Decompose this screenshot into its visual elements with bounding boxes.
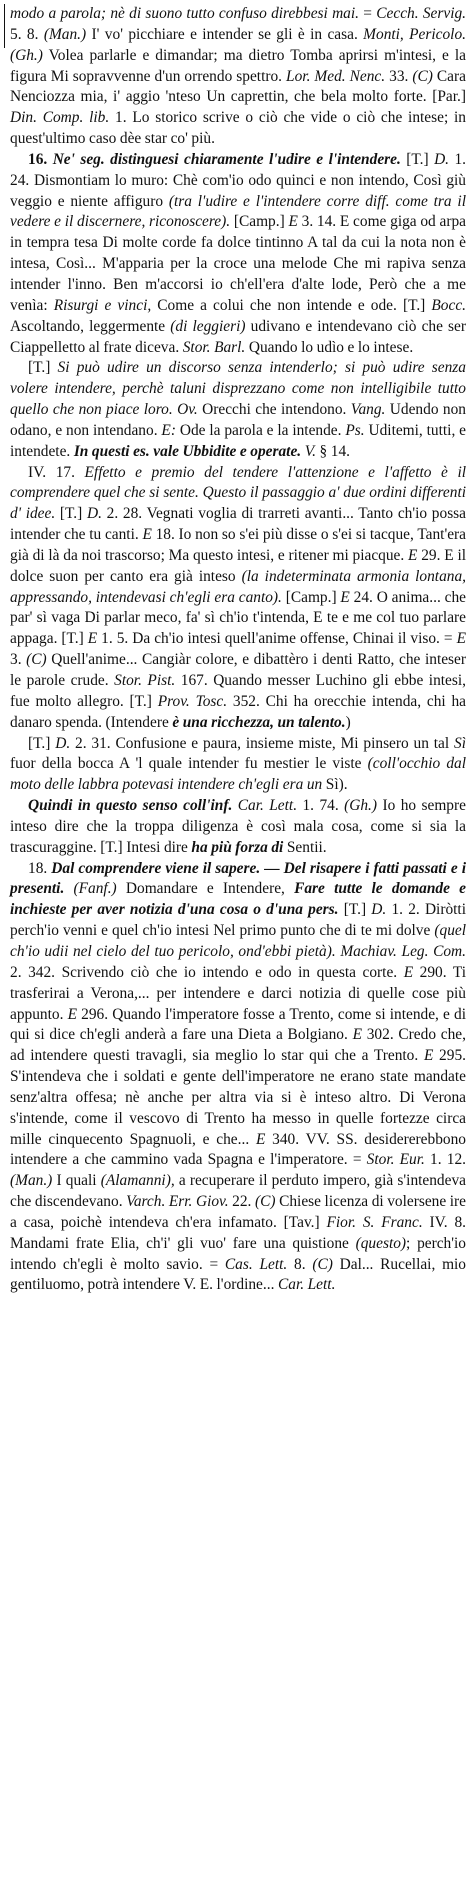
text-segment: Dal comprendere viene il sapere. — Del risapere i fatti passati e i presenti.: [10, 859, 466, 898]
text-segment: E: [142, 526, 152, 544]
text-segment: Sì: [454, 734, 466, 752]
text-segment: [T.]: [400, 150, 435, 168]
text-segment: Stor. Barl.: [182, 338, 246, 356]
text-segment: Din. Comp. lib.: [10, 109, 110, 127]
text-segment: 340. VV. SS. desidererebbono intendere a che cammino vada Spagna e l'imperatore. =: [10, 1130, 466, 1169]
entry-body: [10, 4, 466, 1296]
text-segment: 167. Quando messer Luchino gli ebbe intesi, fue molto allegro. [T.]: [10, 672, 466, 710]
text-segment: D.: [434, 150, 450, 168]
text-segment: 302. Credo che, ad intendere questi travagli, sia meglio lo star qui che a Trento.: [10, 1026, 466, 1065]
text-segment: 18. Io non so s'ei più disse o s'ei si tacque, Tant'era già di là da noi trascorso; Ma questo intesi, e ritener mi piacque.: [10, 526, 467, 564]
text-segment: 24. O anima... che par' sì vaga Di parlar meco, fa' sì ch'io t'intenda, E te e me col tuo parlare appaga. [T.]: [10, 588, 466, 648]
text-segment: E:: [161, 421, 176, 439]
text-segment: [Camp.]: [230, 213, 289, 231]
text-segment: 29. E il dolce suon per canto era già inteso: [10, 546, 467, 585]
text-segment: E: [288, 213, 298, 231]
text-segment: Effetto e premio del tendere l'attenzione e l'affetto è il comprendere quel che si sente. Questo il passaggio a' due ordini differenti d' idee.: [10, 463, 466, 523]
text-segment: 3.: [10, 651, 27, 669]
entry-paragraph-p2: [10, 150, 466, 358]
text-segment: Io ho sempre inteso dire che la troppa diligenza è così mala cosa, come si sia la trascuraggine. [T.] Intesi dire: [10, 797, 466, 856]
text-segment: Orecchi che intendono.: [197, 401, 351, 419]
text-segment: Car. Lett.: [277, 1276, 336, 1294]
text-segment: § 14.: [315, 442, 350, 460]
text-segment: 2. 28. Vegnati voglia di trarreti avanti... Tanto ch'io possa intender che tu canti.: [10, 505, 466, 544]
text-segment: E: [87, 630, 98, 648]
text-segment: modo a parola; nè di suono tutto confuso direbbesi mai.: [10, 5, 360, 22]
text-segment: 296. Quando l'imperatore fosse a Trento, come si intende, e di qui si dice ch'egli anderà a fare una Dieta a Bolgiano.: [10, 1005, 466, 1044]
text-segment: Cas. Lett.: [224, 1255, 288, 1273]
text-segment: E: [408, 546, 418, 564]
text-segment: Quando lo udìo e lo intese.: [245, 338, 414, 356]
text-segment: 290. Ti trasferirai a Verona,... per intendere e darci notizia di quelle cose più appunto.: [10, 963, 467, 1023]
entry-paragraph-p7: [10, 859, 466, 1297]
text-segment: Stor. Eur.: [366, 1151, 425, 1169]
text-segment: Ov.: [177, 401, 198, 419]
text-segment: Volea parlarle e dimandar; ma dietro Tomba aprirsi m'intesi, e la figura Mi sopravvenne d'un orrendo spettro.: [10, 46, 466, 85]
text-segment: (C): [254, 1193, 276, 1211]
text-segment: Ps.: [345, 421, 365, 439]
text-segment: (C): [26, 651, 47, 669]
text-segment: (quel ch'io udii nel cielo del tuo pericolo, ond'ebbi pietà).: [10, 922, 466, 960]
text-segment: (coll'occhio dal moto delle labbra potevasi intendere ch'egli era un: [10, 755, 466, 794]
text-segment: E: [255, 1130, 266, 1148]
text-segment: (Alamanni),: [100, 1172, 175, 1190]
text-segment: IV. 17.: [28, 463, 85, 481]
text-segment: Fare tutte le domande e inchieste per aver notizia d'una cosa o d'una pers.: [10, 880, 466, 919]
entry-paragraph-p4: [10, 463, 466, 734]
text-segment: 22.: [228, 1193, 255, 1211]
text-segment: 3. 14. E come giga od arpa in tempra tesa Di molte corde fa dolce tintinno A tal da cui la nota non è intesa, Così... M'apparia per la croce una melode Che mi rapiva senza intender l'inno. Ben m'accorsi io ch'ell'era d'alte lode, Però che a me venìa:: [10, 213, 466, 314]
text-segment: =: [359, 5, 377, 22]
text-segment: V.: [304, 442, 316, 460]
text-segment: 2. 342. Scrivendo ciò che io intendo e odo in questa corte.: [10, 963, 404, 981]
text-segment: Quindi in questo senso coll'inf.: [28, 797, 233, 815]
text-segment: (la indeterminata armonia lontana, appressando, intendevasi ch'egli era canto).: [10, 567, 467, 606]
text-segment: ): [345, 713, 351, 731]
text-segment: Fior. S. Franc.: [326, 1213, 423, 1231]
entry-paragraph-p3: [10, 358, 466, 462]
text-segment: Dal... Rucellai, mio gentiluomo, potrà intendere V. E. l'ordine...: [10, 1255, 467, 1294]
text-segment: 8.: [287, 1255, 313, 1273]
text-segment: Ne' seg. distinguesi chiaramente l'udire e l'intendere.: [52, 150, 401, 168]
text-segment: 33.: [385, 67, 413, 85]
text-segment: Chiese licenza di volersene ire a casa, poichè intendeva ch'era infamato. [Tav.]: [10, 1193, 467, 1231]
text-segment: Risurgi e vinci,: [53, 296, 152, 314]
text-segment: Lor. Med. Nenc.: [286, 67, 386, 85]
text-segment: D.: [371, 901, 387, 919]
text-segment: 1. Lo storico scrive o ciò che vide o ciò che intese; in quest'ultimo caso dèe star co' più.: [10, 109, 466, 148]
text-segment: [T.]: [28, 734, 56, 752]
text-segment: IV. 8. Mandami frate Elia, ch'i' gli vuo' fare una quistione: [10, 1213, 466, 1252]
text-segment: Stor. Pist.: [114, 672, 176, 689]
text-segment: fuor della bocca A 'l quale intender fu mestier le viste: [10, 755, 368, 773]
text-segment: 5. 8.: [10, 25, 44, 43]
text-segment: [64, 880, 73, 897]
text-segment: E: [456, 630, 466, 648]
text-segment: Bocc.: [431, 296, 466, 314]
entry-paragraph-p5: [10, 734, 466, 797]
text-segment: D.: [55, 734, 71, 752]
text-segment: a recuperare il perduto impero, già s'intendeva che discendevano.: [10, 1172, 466, 1211]
text-segment: I' vo' picchiare e intender se gli è in casa.: [86, 25, 364, 43]
text-segment: [T.]: [338, 901, 372, 919]
text-segment: E: [352, 1026, 362, 1044]
text-segment: 1. 12.: [424, 1151, 466, 1169]
text-segment: Udendo non odano, e non intendano.: [10, 401, 466, 439]
text-segment: [T.]: [28, 359, 58, 377]
text-segment: (Man.): [43, 25, 87, 43]
text-segment: Sentii.: [283, 838, 327, 856]
text-segment: Machiav. Leg. Com.: [340, 942, 466, 960]
entry-paragraph-p6: [10, 796, 466, 859]
text-segment: è una ricchezza, un talento.: [172, 713, 346, 731]
text-segment: D.: [86, 505, 102, 523]
text-segment: In questi es. vale Ubbidite e operate.: [73, 442, 302, 460]
text-segment: Car. Lett.: [237, 797, 298, 815]
text-segment: E: [403, 963, 414, 981]
text-segment: (questo): [355, 1234, 407, 1252]
text-segment: 1. 74.: [297, 797, 345, 815]
text-segment: E: [340, 588, 350, 606]
text-segment: Ascoltando, leggermente: [10, 317, 171, 335]
text-segment: Sì).: [322, 776, 348, 794]
text-segment: Ode la parola e la intende.: [175, 421, 346, 439]
text-segment: (Gh.): [344, 797, 378, 815]
text-segment: Vang.: [350, 401, 386, 419]
text-segment: (C): [312, 1255, 333, 1273]
margin-rule: [4, 4, 5, 48]
text-segment: Monti, Pericolo. (Gh.): [10, 25, 466, 64]
text-segment: Si può udire un discorso senza intenderlo; si può udire senza volere intendere, perchè taluni disprezzano come non intelligibile tutto quello che non piace loro.: [10, 359, 466, 419]
text-segment: 295. S'intendeva che i soldati e gente dell'imperatore ne erano state mandate senz'altra offesa; nè anche per altra via si è inteso altro. Di Verona s'intende, come il vescovo di Trento ha messo in quelle fortezze circa mille cinquecento Spagnuoli, e che...: [10, 1047, 466, 1148]
text-segment: Quell'anime... Cangiàr colore, e dibattèro i denti Ratto, che inteser le parole crude.: [10, 651, 466, 689]
text-segment: (C): [412, 67, 433, 85]
text-segment: Come a colui che non intende e ode. [T.]: [151, 296, 432, 314]
text-segment: [T.]: [55, 505, 87, 523]
text-segment: 1. 24. Dismontiam lo muro: Chè com'io odo quinci e non intendo, Così giù veggio e niente affiguro: [10, 150, 467, 210]
text-segment: (Fanf.): [73, 880, 117, 898]
text-segment: 1. 5. Da ch'io intesi quell'anime offense, Chinai il viso. =: [97, 630, 457, 648]
text-segment: Varch. Err. Giov.: [126, 1193, 229, 1211]
text-segment: (tra l'udire e l'intendere corre diff. come tra il vedere e il discernere, riconoscere).: [10, 192, 466, 231]
text-segment: [Camp.]: [281, 588, 341, 606]
text-segment: Domandare e Intendere,: [116, 880, 295, 898]
text-segment: E: [423, 1047, 434, 1065]
text-segment: E: [67, 1005, 77, 1023]
text-segment: Prov. Tosc.: [157, 692, 228, 710]
text-segment: Cara Nenciozza mia, i' aggio 'nteso Un caprettin, che bela molto forte. [Par.]: [10, 67, 466, 106]
text-segment: 1. 2. Diròtti perch'io venni e quel ch'io intesi Nel primo punto che di te mi dolve: [10, 901, 466, 940]
text-segment: 352. Chi ha orecchie intenda, chi ha danaro spenda. (Intendere: [10, 692, 467, 731]
entry-paragraph-p1: [10, 4, 466, 150]
text-segment: (di leggieri): [170, 317, 246, 335]
text-segment: 16.: [28, 150, 53, 168]
text-segment: 18.: [28, 859, 52, 877]
text-segment: 2. 31. Confusione e paura, insieme miste, Mi pinsero un tal: [70, 734, 455, 752]
text-segment: udivano e intendevano ciò che ser Ciappelletto al frate diceva.: [10, 317, 467, 356]
text-segment: ha più forza di: [191, 838, 284, 856]
text-segment: Cecch. Servig.: [376, 5, 467, 22]
text-segment: ; perch'io intendo ch'egli è molto savio. =: [10, 1234, 466, 1273]
text-segment: I quali: [52, 1172, 101, 1190]
text-segment: Uditemi, tutti, e intendete.: [10, 421, 466, 460]
text-segment: (Man.): [10, 1172, 53, 1190]
